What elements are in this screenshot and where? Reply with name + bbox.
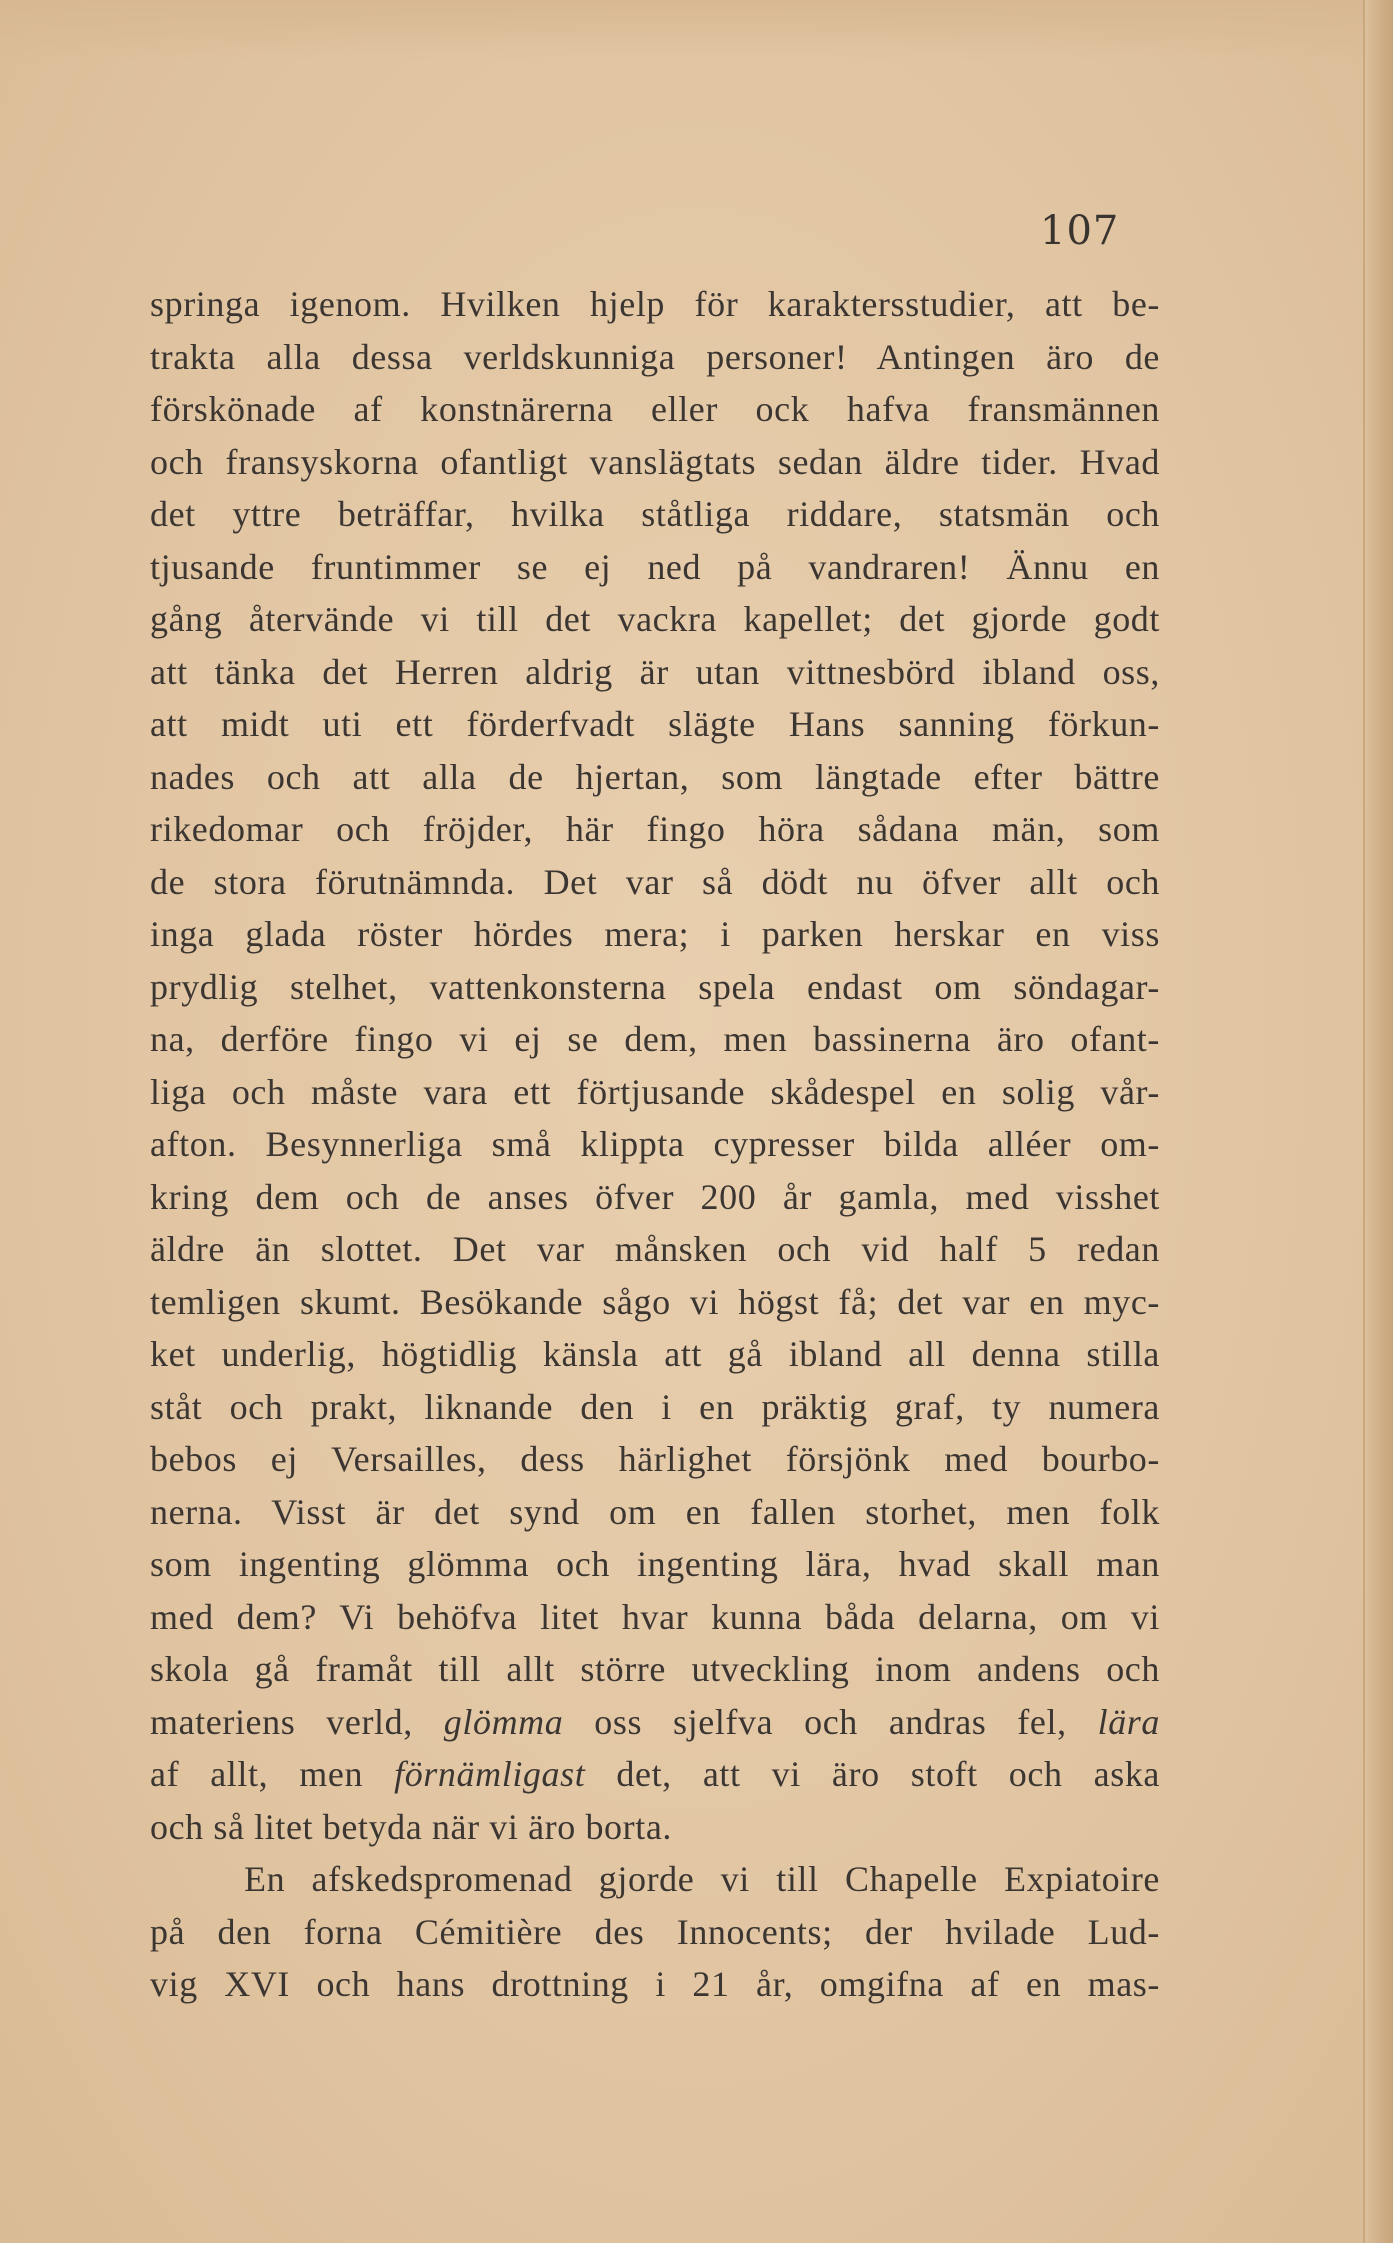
text-line: [150, 331, 1160, 384]
text-line: [150, 1643, 1160, 1696]
text-run: af allt, men: [150, 1754, 395, 1794]
text-run: liga och måste vara ett förtjusande skådespel en solig vår-: [150, 1071, 1160, 1112]
text-line: [150, 1591, 1160, 1644]
text-line: [150, 488, 1160, 541]
text-run: som ingenting glömma och ingenting lära, hvad skall man: [150, 1544, 1160, 1584]
text-line: [150, 436, 1160, 489]
text-line: [150, 803, 1160, 856]
text-line: [150, 856, 1160, 909]
text-line: [150, 1748, 1160, 1801]
text-line: [150, 1066, 1160, 1119]
text-run: inga glada röster hördes mera; i parken herskar en viss: [150, 914, 1160, 954]
text-run: skola gå framåt till allt större utveckling inom andens och: [150, 1649, 1160, 1689]
text-run: oss sjelfva och andras fel,: [563, 1701, 1098, 1742]
text-run: kring dem och de anses öfver 200 år gamla, med visshet: [150, 1176, 1160, 1217]
text-run: bebos ej Versailles, dess härlighet försjönk med bourbo-: [150, 1439, 1160, 1479]
text-line: [150, 1486, 1160, 1539]
text-line: [150, 1958, 1160, 2011]
text-line: [150, 278, 1160, 331]
body-text: [150, 278, 1160, 2011]
text-run: att tänka det Herren aldrig är utan vittnesbörd ibland oss,: [150, 651, 1160, 692]
page-number: 107: [1040, 208, 1120, 254]
text-run: nerna. Visst är det synd om en fallen storhet, men folk: [150, 1491, 1160, 1532]
text-line: [150, 1276, 1160, 1329]
text-line: [150, 1328, 1160, 1381]
text-run: rikedomar och fröjder, här fingo höra sådana män, som: [150, 809, 1160, 849]
text-line: [150, 1013, 1160, 1066]
text-run: En afskedspromenad gjorde vi till Chapelle Expiatoire: [244, 1859, 1160, 1899]
text-line: [150, 961, 1160, 1014]
text-run: gång återvände vi till det vackra kapellet; det gjorde godt: [150, 599, 1160, 639]
text-run: ket underlig, högtidlig känsla att gå ibland all denna stilla: [150, 1334, 1160, 1374]
text-run: förskönade af konstnärerna eller ock hafva fransmännen: [150, 389, 1160, 429]
text-line: [150, 698, 1160, 751]
text-line: [150, 1853, 1160, 1906]
text-run: på den forna Cémitière des Innocents; der hvilade Lud-: [150, 1911, 1160, 1952]
text-line: [150, 908, 1160, 961]
text-run: och så litet betyda när vi äro borta.: [150, 1806, 673, 1847]
text-run: afton. Besynnerliga små klippta cypresser bilda alléer om-: [150, 1124, 1160, 1164]
text-run: prydlig stelhet, vattenkonsterna spela endast om söndagar-: [150, 966, 1160, 1007]
text-run: och fransyskorna ofantligt vanslägtats sedan äldre tider. Hvad: [150, 441, 1160, 482]
text-run: nades och att alla de hjertan, som längtade efter bättre: [150, 756, 1160, 797]
text-line: [150, 1696, 1160, 1749]
text-run: det, att vi äro stoft och aska: [585, 1754, 1161, 1794]
text-line: [150, 1906, 1160, 1959]
text-run: temligen skumt. Besökande sågo vi högst få; det var en myc-: [150, 1281, 1160, 1322]
text-line: [150, 1118, 1160, 1171]
page-top-shading: [0, 0, 1393, 60]
text-run: trakta alla dessa verldskunniga personer! Antingen äro de: [150, 336, 1160, 377]
emphasized-word: lära: [1097, 1701, 1161, 1742]
text-line: [150, 646, 1160, 699]
text-line: [150, 383, 1160, 436]
text-run: de stora förutnämnda. Det var så dödt nu öfver allt och: [150, 861, 1160, 902]
text-run: vig XVI och hans drottning i 21 år, omgifna af en mas-: [150, 1964, 1160, 2004]
text-line: [150, 541, 1160, 594]
text-line: [150, 1538, 1160, 1591]
text-line: [150, 593, 1160, 646]
text-line: [150, 1223, 1160, 1276]
text-line: [150, 1433, 1160, 1486]
text-run: det yttre beträffar, hvilka ståtliga riddare, statsmän och: [150, 494, 1160, 534]
text-run: äldre än slottet. Det var månsken och vid half 5 redan: [150, 1229, 1160, 1269]
text-run: springa igenom. Hvilken hjelp för karaktersstudier, att be-: [150, 284, 1160, 324]
text-line: [150, 1801, 1160, 1854]
text-run: tjusande fruntimmer se ej ned på vandraren! Ännu en: [150, 546, 1160, 587]
text-run: materiens verld,: [150, 1701, 444, 1742]
text-run: med dem? Vi behöfva litet hvar kunna båda delarna, om vi: [150, 1596, 1160, 1637]
emphasized-word: förnämligast: [394, 1754, 586, 1794]
text-run: na, derföre fingo vi ej se dem, men bassinerna äro ofant-: [150, 1019, 1160, 1059]
text-line: [150, 1171, 1160, 1224]
text-run: ståt och prakt, liknande den i en präktig graf, ty numera: [150, 1386, 1160, 1427]
text-run: att midt uti ett förderfvadt slägte Hans sanning förkun-: [150, 704, 1160, 744]
page-right-edge: [1363, 0, 1393, 2243]
text-line: [150, 751, 1160, 804]
emphasized-word: glömma: [443, 1701, 564, 1742]
text-line: [150, 1381, 1160, 1434]
